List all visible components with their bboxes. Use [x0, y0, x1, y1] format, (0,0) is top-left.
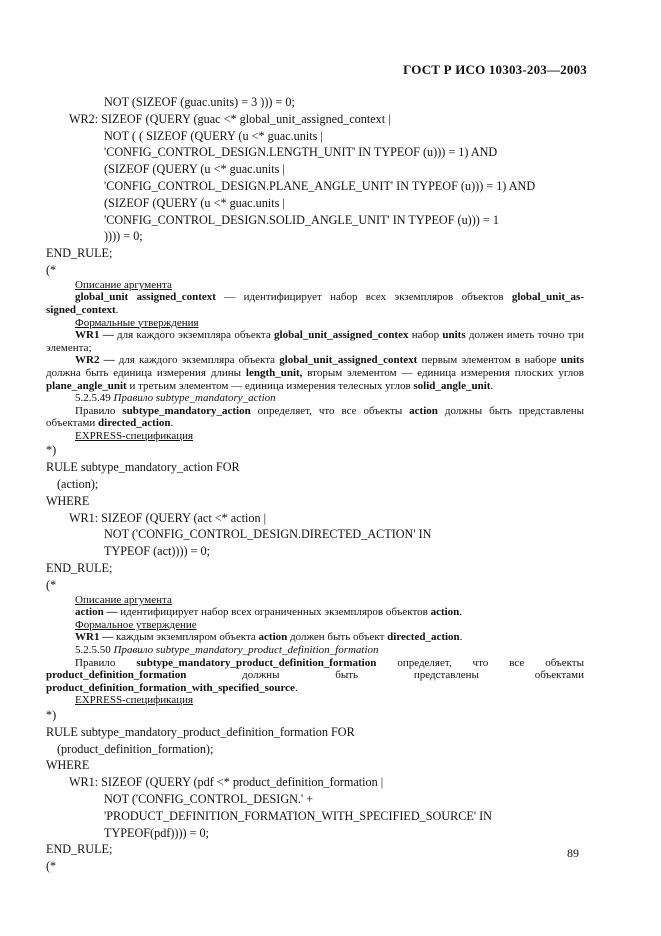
text-run: global_unit assigned_context [75, 291, 216, 304]
text-run: первым элементом в наборе [417, 354, 561, 367]
text-run: units [442, 329, 466, 342]
paragraph [46, 392, 584, 405]
text-run: должны быть представлены объектами [186, 669, 584, 682]
section-subheading: Описание аргумента [75, 593, 172, 606]
code-line: WR2: SIZEOF (QUERY (guac <* global_unit_assigned_context | [69, 111, 391, 126]
text-run: — идентифицирует набор всех экземпляров объектов [215, 291, 512, 304]
code-line: WR1: SIZEOF (QUERY (pdf <* product_definition_formation | [69, 775, 384, 790]
code-line: 'CONFIG_CONTROL_DESIGN.SOLID_ANGLE_UNIT' IN TYPEOF (u))) = 1 [104, 212, 499, 227]
code-line: RULE subtype_mandatory_product_definition_formation FOR [46, 724, 355, 739]
text-run: . [170, 417, 174, 430]
text-run: solid_angle_unit [413, 379, 491, 392]
code-line: RULE subtype_mandatory_action FOR [46, 460, 240, 475]
paragraph [46, 631, 584, 644]
code-line: (SIZEOF (QUERY (u <* guac.units | [104, 162, 285, 177]
code-line: 'CONFIG_CONTROL_DESIGN.PLANE_ANGLE_UNIT' IN TYPEOF (u))) = 1) AND [104, 178, 536, 193]
paragraph [46, 291, 584, 316]
paragraph [46, 329, 584, 354]
text-run: subtype_mandatory_action [122, 404, 251, 417]
paragraph [46, 606, 584, 619]
text-run: action [430, 606, 460, 619]
text-run: набор [408, 329, 443, 342]
text-run: action — [75, 606, 118, 619]
text-run: вторым элементом — единица измерения плоских углов [302, 366, 584, 379]
section-subheading: EXPRESS-спецификация [75, 429, 194, 442]
text-run: должен иметь точно три элемента; [46, 329, 585, 354]
code-line: WR1: SIZEOF (QUERY (act <* action | [69, 510, 267, 525]
text-run: . [115, 303, 119, 316]
text-run: для каждого экземпляра объекта [114, 354, 280, 367]
page-number: 89 [567, 846, 579, 860]
code-line: 'CONFIG_CONTROL_DESIGN.LENGTH_UNIT' IN TYPEOF (u))) = 1) AND [104, 145, 498, 160]
text-run: должны быть представлены объектами [46, 404, 584, 430]
paragraph [46, 644, 584, 657]
text-run: должен быть объект [287, 631, 388, 644]
section-subheading: EXPRESS-спецификация [75, 694, 194, 707]
paragraph [46, 405, 584, 430]
paragraph [46, 354, 584, 392]
text-run: 5.2.5.50 [75, 644, 114, 657]
text-run: directed_action [98, 417, 171, 430]
code-line: NOT ('CONFIG_CONTROL_DESIGN.DIRECTED_ACTION' IN [104, 527, 432, 542]
page-body [46, 94, 584, 875]
code-line: *) [46, 708, 57, 722]
code-line: (SIZEOF (QUERY (u <* guac.units | [104, 195, 285, 210]
code-line: END_RULE; [46, 842, 113, 857]
text-run: . [490, 379, 494, 392]
code-line: (product_definition_formation); [57, 741, 214, 756]
text-run: Правило subtype_mandatory_product_definition_formation [113, 644, 379, 657]
code-line: END_RULE; [46, 246, 113, 261]
text-run: product_definition_formation_with_specified_source [46, 681, 295, 694]
text-run: units [560, 354, 584, 367]
text-run: subtype_mandatory_product_definition_formation [136, 656, 377, 669]
code-line: END_RULE; [46, 561, 113, 576]
code-line: NOT (SIZEOF (guac.units) = 3 ))) = 0; [104, 95, 295, 109]
text-run: action [258, 631, 288, 644]
text-run: global_unit_assigned_contex [274, 329, 409, 342]
text-run: . [459, 631, 463, 644]
code-line: (action); [57, 477, 99, 492]
code-line: NOT ( ( SIZEOF (QUERY (u <* guac.units | [104, 128, 323, 143]
text-run: Правило [75, 404, 123, 417]
code-line: TYPEOF (act)))) = 0; [104, 544, 211, 559]
code-line: (* [46, 577, 57, 592]
text-run: Правило [75, 656, 137, 669]
code-line: *) [46, 443, 57, 458]
text-run: определяет, что все объекты [376, 656, 584, 669]
text-run: каждым экземпляром объекта [113, 631, 259, 644]
text-run: global_unit_as-signed_context [46, 291, 584, 316]
text-run: product_definition_formation [46, 669, 187, 682]
text-run: plane_angle_unit [46, 379, 127, 392]
code-line: WHERE [46, 758, 90, 773]
text-run: WR2 — [75, 354, 115, 367]
section-subheading: Описание аргумента [75, 278, 172, 291]
text-run: и третьим элементом — единица измерения телесных углов [126, 379, 414, 392]
text-run: . [294, 681, 298, 694]
code-line: (* [46, 262, 57, 277]
code-line: WHERE [46, 493, 90, 508]
document-header: ГОСТ Р ИСО 10303-203—2003 [403, 62, 587, 77]
text-run: directed_action [387, 631, 460, 644]
code-line: NOT ('CONFIG_CONTROL_DESIGN.' + [104, 791, 314, 806]
text-run: определяет, что все объекты [250, 404, 410, 417]
text-run: action [409, 404, 438, 417]
text-run: для каждого экземпляра объекта [113, 329, 275, 342]
section-subheading: Формальные утверждения [75, 316, 199, 329]
code-line: TYPEOF(pdf)))) = 0; [104, 825, 210, 840]
code-line: (* [46, 859, 57, 874]
code-line: )))) = 0; [104, 229, 143, 244]
text-run: . [459, 606, 463, 619]
text-run: global_unit_assigned_context [279, 354, 418, 367]
text-run: WR1 — [75, 329, 114, 342]
text-run: length_unit, [245, 366, 303, 379]
text-run: идентифицирует набор всех ограниченных экземпляров объектов [117, 606, 431, 619]
code-line: 'PRODUCT_DEFINITION_FORMATION_WITH_SPECIFIED_SOURCE' IN [104, 808, 492, 823]
text-run: 5.2.5.49 [75, 392, 114, 405]
text-run: должна быть единица измерения длины [46, 366, 246, 379]
text-run: WR1 — [75, 631, 114, 644]
section-subheading: Формальное утверждение [75, 618, 197, 631]
paragraph [46, 657, 584, 695]
text-run: Правило subtype_mandatory_action [113, 392, 276, 405]
